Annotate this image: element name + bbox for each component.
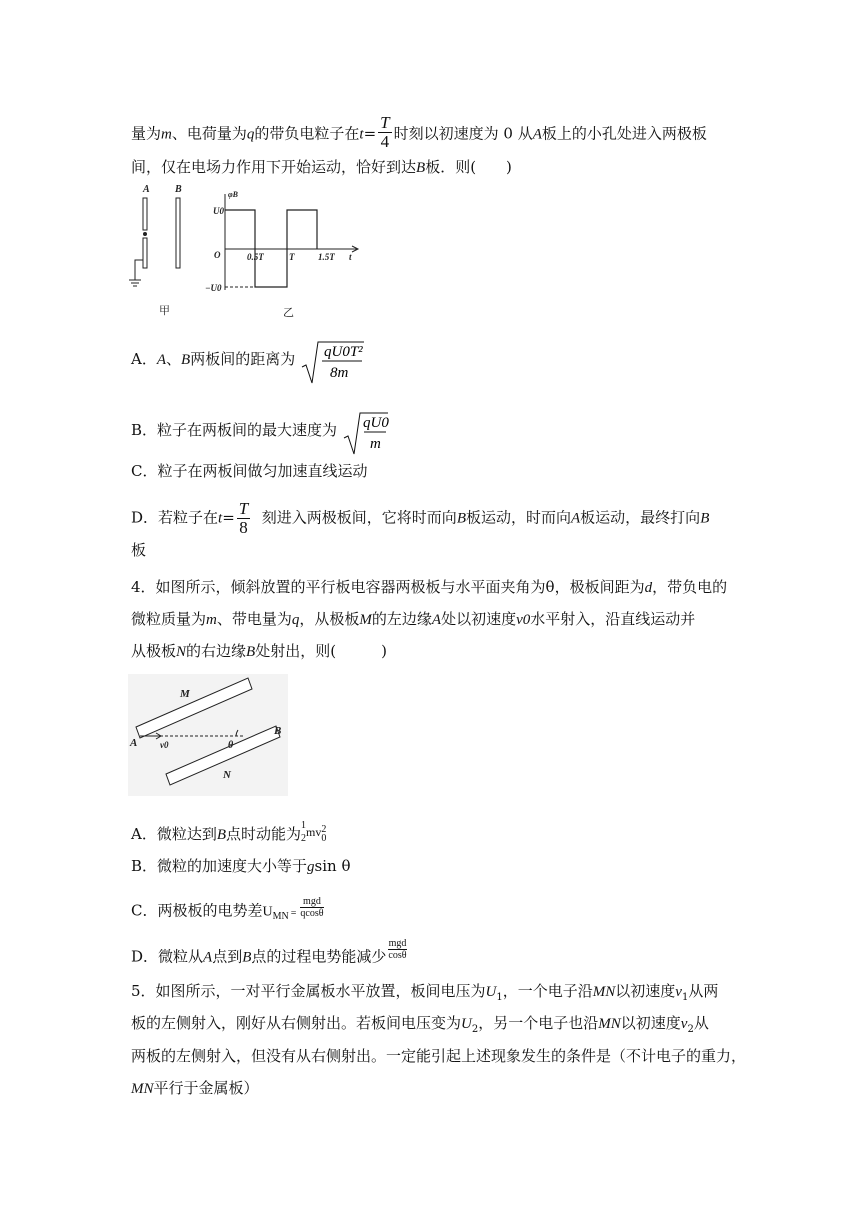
var-A: A bbox=[532, 126, 542, 143]
tick-0.5T: 0.5T bbox=[247, 252, 264, 262]
label-B: B bbox=[274, 725, 282, 737]
plate-A-lower bbox=[143, 238, 147, 268]
fraction-T-over-4: $\frac{T}{4}$ bbox=[380, 113, 390, 151]
text: 板．则( ) bbox=[425, 158, 512, 176]
svg-text:8m: 8m bbox=[330, 365, 349, 381]
q3-option-B: B．粒子在两板间的最大速度为 qU0 m bbox=[131, 408, 390, 454]
var-B: B bbox=[416, 160, 426, 176]
svg-text:m: m bbox=[369, 436, 381, 452]
label-t: t bbox=[349, 252, 352, 262]
q3-option-C: C．粒子在两板间做匀加速直线运动 bbox=[131, 462, 368, 480]
plate-B bbox=[176, 198, 180, 268]
label-M: M bbox=[180, 688, 190, 700]
hole-dot bbox=[144, 233, 147, 236]
tick-U0: U0 bbox=[213, 206, 224, 216]
var-m: m bbox=[161, 126, 172, 143]
ground-wire bbox=[135, 260, 143, 280]
q4-option-C: C．两极板的电势差$U_{MN}$ = $\frac{\text{mgd}}{qcos\theta}$ bbox=[131, 896, 324, 922]
label-phiB: φB bbox=[228, 190, 239, 199]
q4-line-1: 4．如图所示，倾斜放置的平行板电容器两极板与水平面夹角为θ，极板间距为d，带负电的 bbox=[131, 578, 728, 596]
text: 时刻以初速度为 0 从 bbox=[393, 124, 533, 143]
q4-line-3: 从极板N的右边缘B处射出，则( ) bbox=[131, 642, 387, 660]
q3-figure bbox=[125, 180, 370, 320]
plate-A-upper bbox=[143, 198, 147, 230]
q3-option-A: A．A、B两板间的距离为 qU0T² 8m bbox=[131, 337, 366, 383]
caption-yi: 乙 bbox=[283, 306, 294, 319]
fraction-T-over-8: $\frac{T}{8}$ bbox=[238, 499, 249, 537]
text: 的带负电粒子在 bbox=[254, 124, 360, 143]
plate-M bbox=[136, 678, 252, 738]
q5-line-4: MN平行于金属板） bbox=[131, 1079, 259, 1097]
tick-O: O bbox=[214, 250, 221, 260]
var-q: q bbox=[246, 126, 255, 143]
tick-negU0: −U0 bbox=[205, 283, 222, 293]
tick-T: T bbox=[289, 252, 295, 262]
q4-option-B: B．微粒的加速度大小等于gsin θ bbox=[131, 857, 351, 875]
q4-option-D: D．微粒从A点到B点的过程电势能减少 $\frac{\text{mgd}}{\cos\theta}$ bbox=[131, 938, 407, 966]
fraction-mgd-qcos: $\frac{\text{mgd}}{qcos\theta}$ bbox=[300, 896, 324, 919]
svg-text:qU0: qU0 bbox=[362, 415, 389, 431]
label-A: A bbox=[143, 184, 150, 195]
sqrt-formula-B bbox=[342, 410, 390, 456]
q5-line-2: 板的左侧射入，刚好从右侧射出。若板间电压变为$U_2$，另一个电子也沿MN以初速度$v_2$从 bbox=[131, 1014, 709, 1035]
q3-option-D: D．若粒子在t= $\frac{T}{8}$ 刻进入两极板间，它将时而向B板运动，时而向A板运动，最终打向B bbox=[131, 499, 710, 537]
q3-line-1 bbox=[131, 113, 707, 153]
q4-option-A: A．微粒达到B点时动能为 1 2mv $^{2 0}$ bbox=[131, 820, 327, 844]
q3-line-2 bbox=[131, 157, 512, 178]
q4-figure bbox=[128, 674, 288, 796]
svg-text:qU0T²: qU0T² bbox=[324, 344, 363, 360]
q3-option-D-cont: 板 bbox=[131, 541, 147, 559]
equals: = bbox=[363, 124, 377, 143]
var-t: t bbox=[359, 126, 364, 143]
tick-1.5T: 1.5T bbox=[318, 252, 335, 262]
label-A: A bbox=[130, 737, 138, 749]
text: 、电荷量为 bbox=[171, 124, 247, 143]
text: 间，仅在电场力作用下开始运动，恰好到达 bbox=[131, 158, 417, 176]
q4-line-2: 微粒质量为m、带电量为q，从极板M的左边缘A处以初速度v0水平射入，沿直线运动并 bbox=[131, 610, 696, 628]
kinetic-energy-expr: 1 2mv $^{2 0}$ bbox=[301, 820, 327, 844]
label-theta: θ bbox=[228, 740, 234, 751]
angle-arc bbox=[236, 730, 238, 736]
text: 板上的小孔处进入两极板 bbox=[541, 124, 707, 143]
label-v0: v0 bbox=[160, 740, 169, 750]
sqrt-formula-A bbox=[300, 339, 366, 385]
q5-line-3: 两板的左侧射入，但没有从右侧射出。一定能引起上述现象发生的条件是（不计电子的重力， bbox=[131, 1047, 747, 1065]
label-B: B bbox=[175, 184, 182, 195]
caption-jia: 甲 bbox=[159, 304, 170, 317]
label-N: N bbox=[223, 769, 231, 781]
fraction-mgd-cos: $\frac{\text{mgd}}{\cos\theta}$ bbox=[388, 938, 407, 961]
q5-line-1: 5．如图所示，一对平行金属板水平放置，板间电压为$U_1$，一个电子沿MN以初速度$v_1$从两 bbox=[131, 982, 719, 1003]
text: 量为 bbox=[131, 124, 162, 143]
